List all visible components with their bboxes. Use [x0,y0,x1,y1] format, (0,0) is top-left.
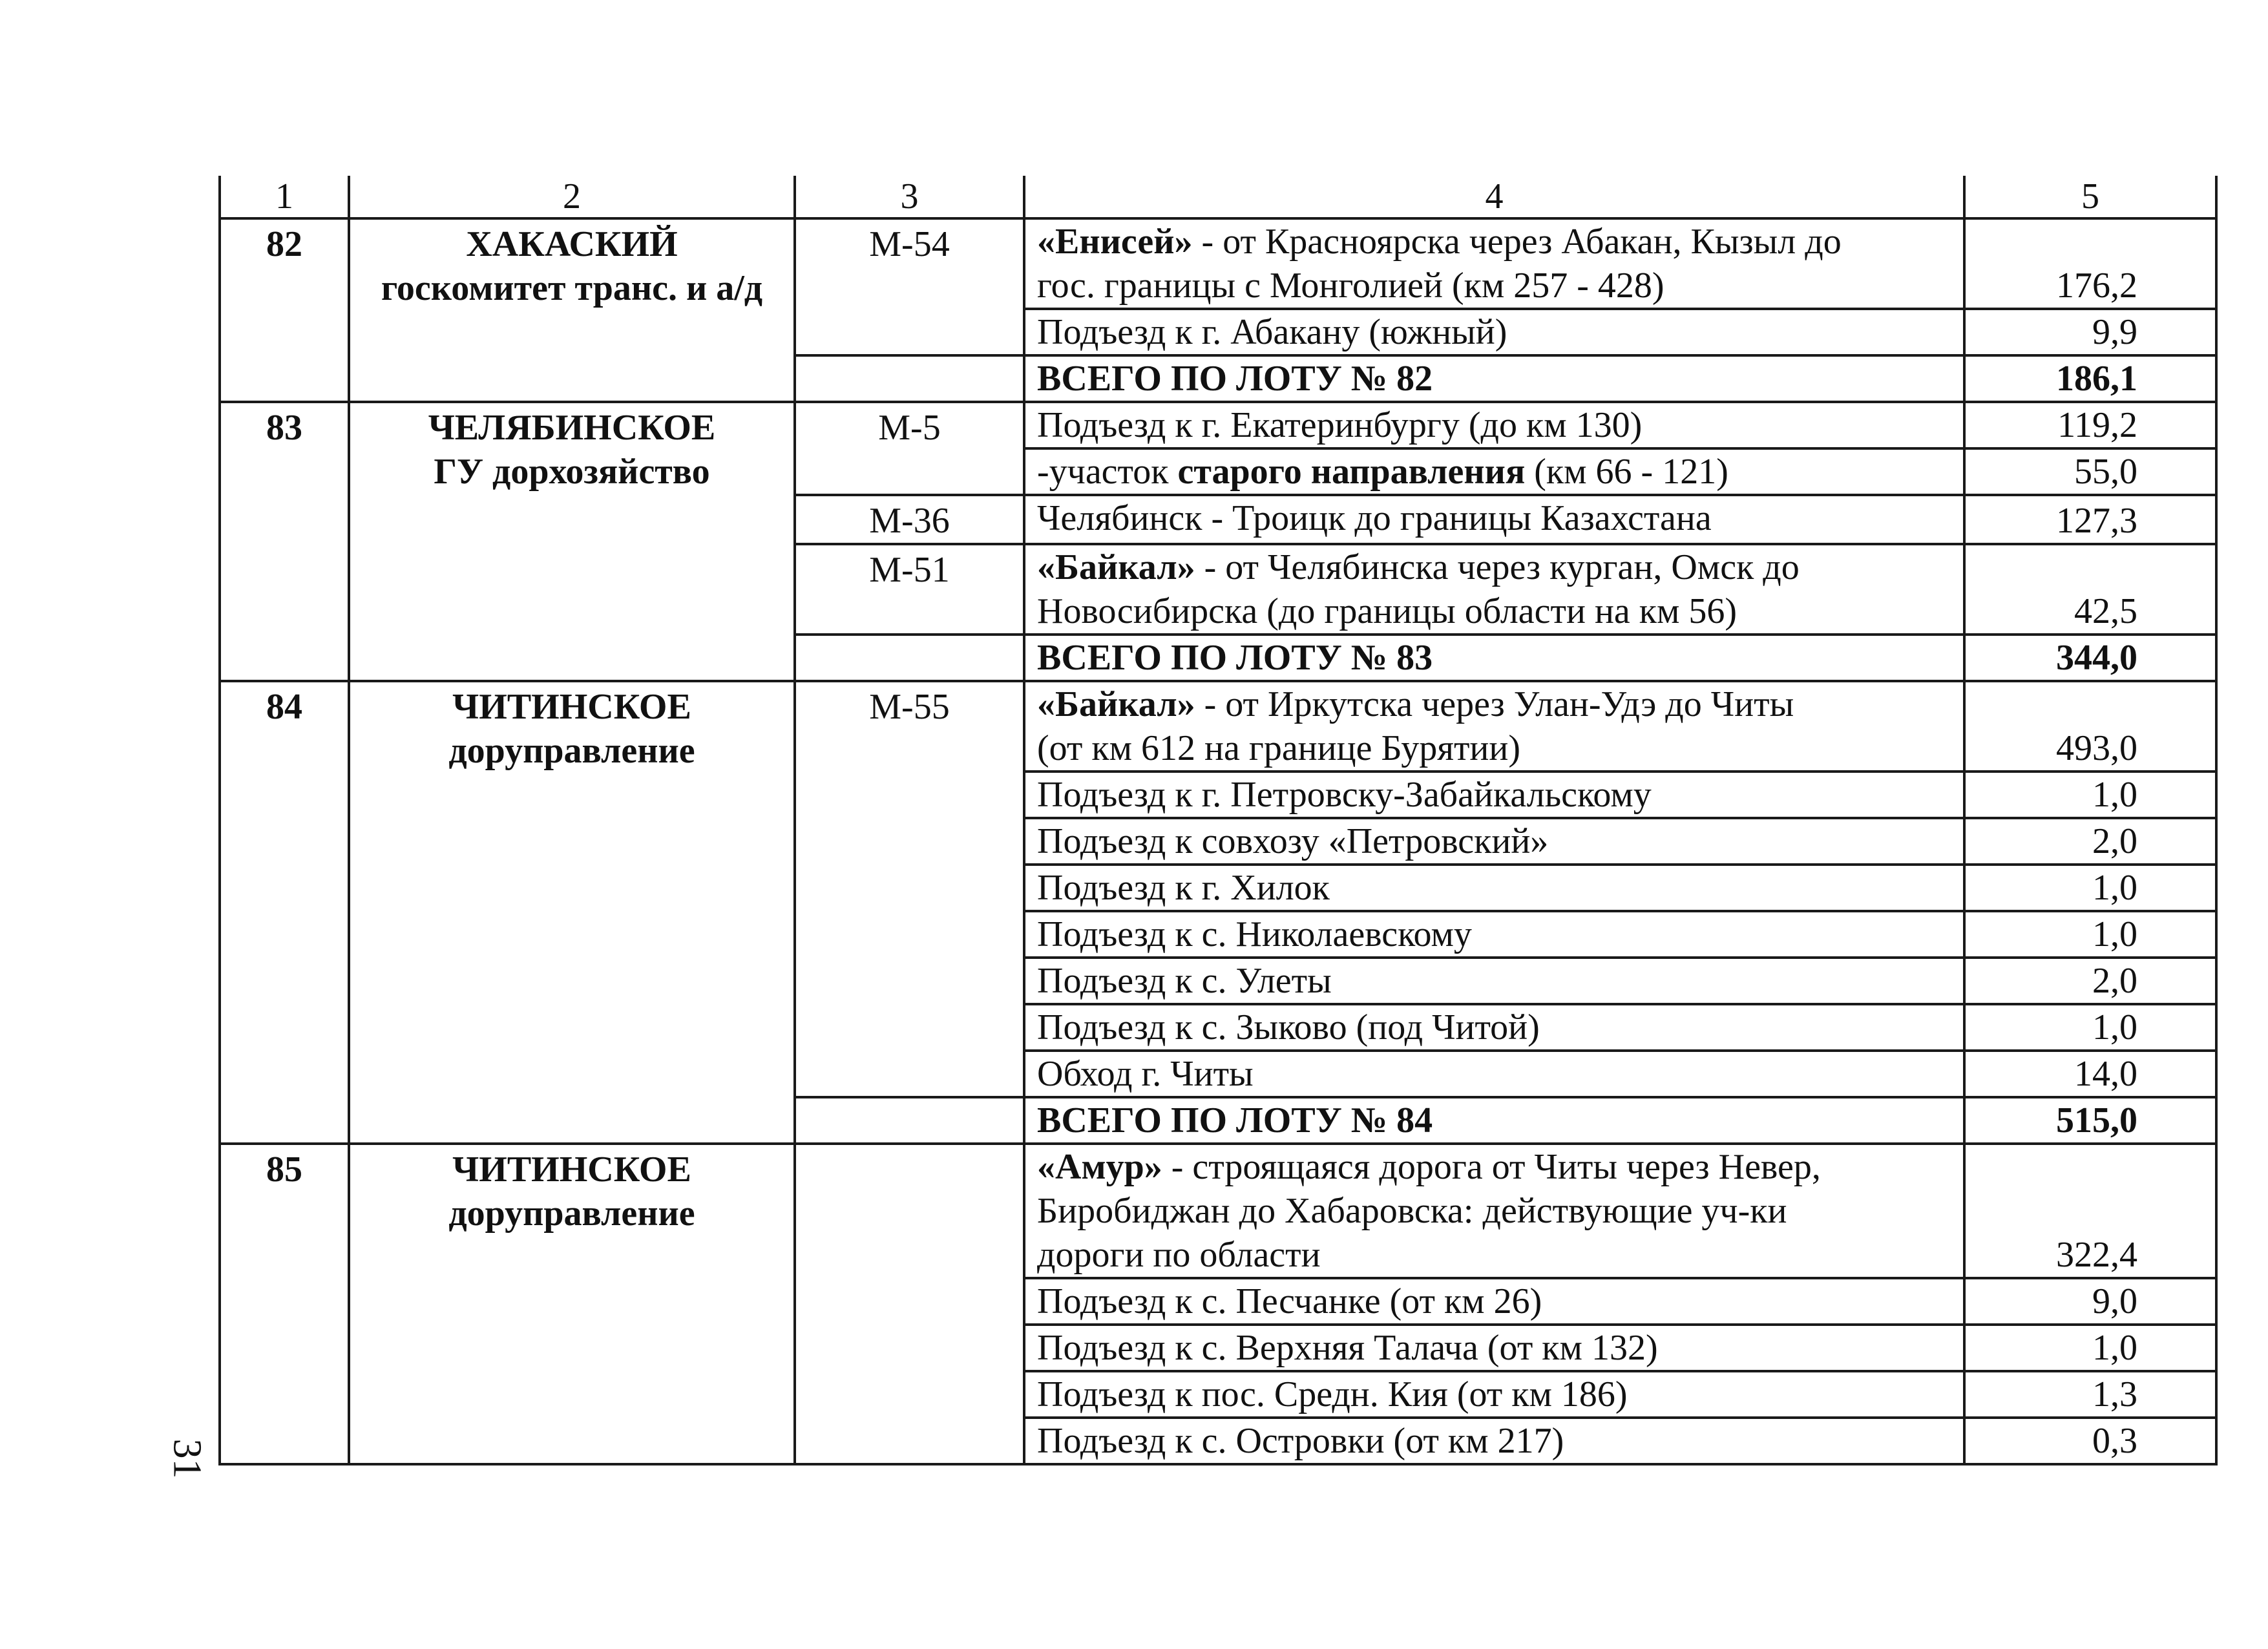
empty-cell [795,635,1024,681]
road-description [1024,544,1964,635]
org-line: доруправление [448,731,695,771]
road-description [1024,1144,1964,1278]
road-code: М-5 [795,402,1024,495]
road-length: 9,9 [1964,309,2216,355]
desc-bold: старого направления [1177,452,1526,492]
org-line: ХАКАСКИЙ [466,224,678,264]
road-name: «Байкал» [1037,547,1195,587]
empty-cell [795,355,1024,402]
org-line: ЧИТИНСКОЕ [452,687,691,727]
lot-organization [349,1144,795,1464]
road-code [795,1144,1024,1464]
org-line: госкомитет транс. и а/д [381,268,763,308]
road-description: Подъезд к г. Екатеринбургу (до км 130) [1024,402,1964,448]
road-code: М-36 [795,495,1024,544]
org-line: ЧИТИНСКОЕ [452,1150,691,1190]
road-description: Обход г. Читы [1024,1051,1964,1097]
lot-organization [349,402,795,681]
total-label: ВСЕГО ПО ЛОТУ № 84 [1024,1097,1964,1144]
road-description [1024,681,1964,772]
road-name: «Енисей» [1037,222,1193,262]
road-description: Подъезд к г. Абакану (южный) [1024,309,1964,355]
lot-number: 83 [220,402,349,681]
table-row [220,218,2216,309]
total-value: 515,0 [1964,1097,2216,1144]
road-length: 9,0 [1964,1278,2216,1325]
desc-text: - строящаяся дорога от Читы через Невер, [1162,1147,1821,1187]
road-length: 1,0 [1964,911,2216,958]
road-description: Подъезд к совхозу «Петровский» [1024,818,1964,865]
road-length: 14,0 [1964,1051,2216,1097]
table-row [220,402,2216,448]
road-length: 1,0 [1964,772,2216,818]
road-length: 1,0 [1964,1004,2216,1051]
total-label: ВСЕГО ПО ЛОТУ № 83 [1024,635,1964,681]
road-length: 1,0 [1964,1325,2216,1371]
desc-text: (от км 612 на границе Бурятии) [1037,728,1521,768]
road-length: 1,3 [1964,1371,2216,1418]
road-length: 322,4 [1964,1144,2216,1278]
road-description: Подъезд к г. Петровску-Забайкальскому [1024,772,1964,818]
roads-table [218,176,2218,1465]
header-col-5: 5 [1964,176,2216,218]
total-value: 344,0 [1964,635,2216,681]
road-description: Челябинск - Троицк до границы Казахстана [1024,495,1964,544]
org-line: доруправление [448,1193,695,1234]
org-line: ЧЕЛЯБИНСКОЕ [428,408,716,448]
desc-text: - от Красноярска через Абакан, Кызыл до [1192,222,1842,262]
road-description: Подъезд к с. Песчанке (от км 26) [1024,1278,1964,1325]
desc-text: -участок [1037,452,1178,492]
lot-organization [349,218,795,402]
road-length: 493,0 [1964,681,2216,772]
header-col-2: 2 [349,176,795,218]
road-length: 127,3 [1964,495,2216,544]
desc-text: - от Иркутска через Улан-Удэ до Читы [1195,684,1794,724]
header-col-3: 3 [795,176,1024,218]
road-description: Подъезд к г. Хилок [1024,865,1964,911]
road-description: Подъезд к с. Улеты [1024,958,1964,1004]
road-code: М-55 [795,681,1024,1097]
road-description: Подъезд к с. Зыково (под Читой) [1024,1004,1964,1051]
road-description: Подъезд к пос. Средн. Кия (от км 186) [1024,1371,1964,1418]
road-description: Подъезд к с. Верхняя Талача (от км 132) [1024,1325,1964,1371]
empty-cell [795,1097,1024,1144]
road-length: 0,3 [1964,1418,2216,1464]
lot-organization [349,681,795,1144]
road-code: М-54 [795,218,1024,355]
road-description: Подъезд к с. Островки (от км 217) [1024,1418,1964,1464]
road-length: 2,0 [1964,818,2216,865]
road-length: 42,5 [1964,544,2216,635]
desc-text: - от Челябинска через курган, Омск до [1195,547,1800,587]
lot-number: 85 [220,1144,349,1464]
road-length: 55,0 [1964,448,2216,495]
header-row [220,176,2216,218]
road-description [1024,218,1964,309]
table-row [220,1144,2216,1278]
table-row [220,681,2216,772]
page-number: 31 [165,1438,209,1479]
header-col-4: 4 [1024,176,1964,218]
lot-number: 84 [220,681,349,1144]
road-code: М-51 [795,544,1024,635]
road-length: 1,0 [1964,865,2216,911]
lot-number: 82 [220,218,349,402]
road-length: 119,2 [1964,402,2216,448]
road-description: Подъезд к с. Николаевскому [1024,911,1964,958]
header-col-1: 1 [220,176,349,218]
desc-text: дороги по области [1037,1235,1321,1275]
road-name: «Байкал» [1037,684,1195,724]
desc-text: (км 66 - 121) [1525,452,1728,492]
desc-text: гос. границы с Монголией (км 257 - 428) [1037,266,1664,306]
road-length: 2,0 [1964,958,2216,1004]
road-description [1024,448,1964,495]
road-name: «Амур» [1037,1147,1162,1187]
desc-text: Биробиджан до Хабаровска: действующие уч-ки [1037,1191,1787,1231]
total-value: 186,1 [1964,355,2216,402]
total-label: ВСЕГО ПО ЛОТУ № 82 [1024,355,1964,402]
desc-text: Новосибирска (до границы области на км 56) [1037,591,1738,631]
org-line: ГУ дорхозяйство [434,452,710,492]
road-length: 176,2 [1964,218,2216,309]
